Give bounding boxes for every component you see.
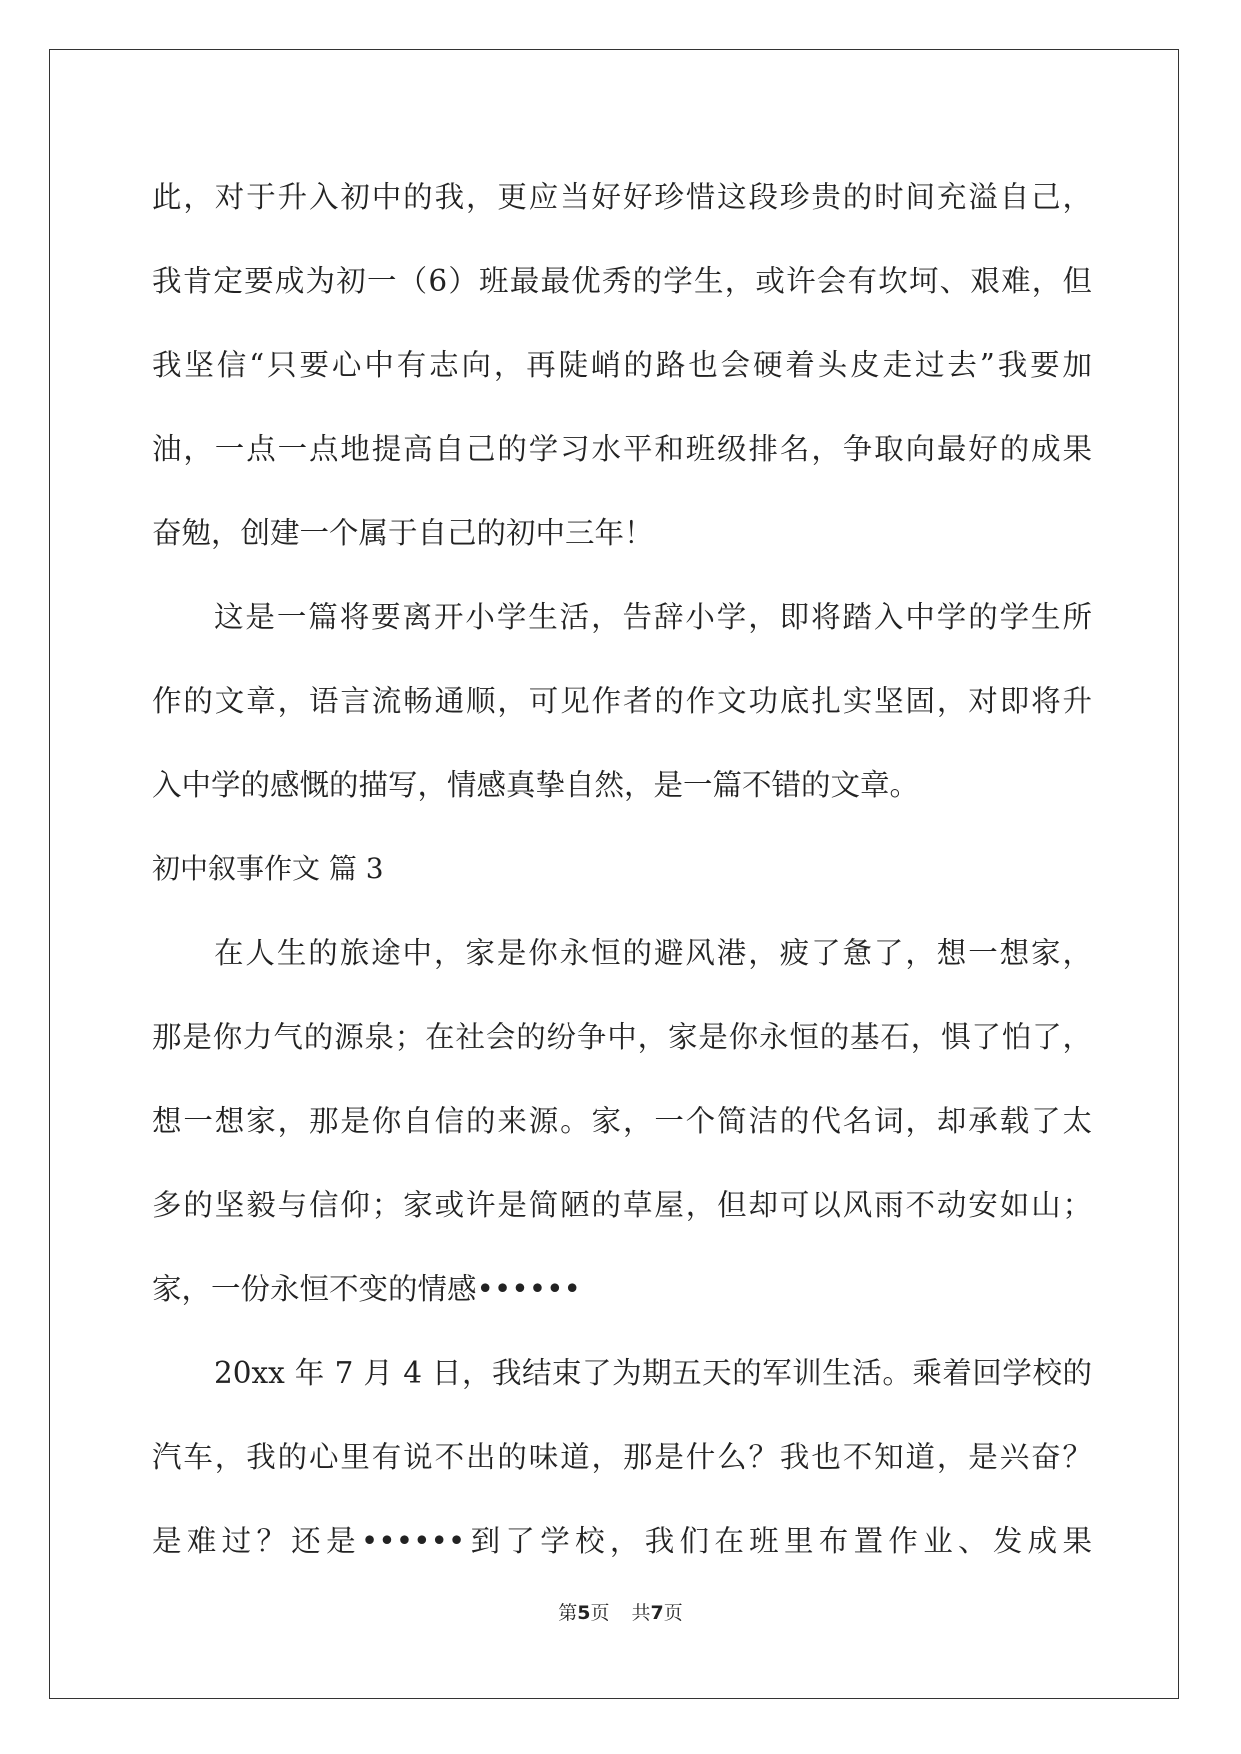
text-line: 入中学的感慨的描写，情感真挚自然，是一篇不错的文章。 [152, 768, 920, 802]
document-body [152, 155, 1092, 1583]
text-line: 是难过？还是••••••到了学校，我们在班里布置作业、发成果 [152, 1524, 1092, 1558]
text-line: 在人生的旅途中，家是你永恒的避风港，疲了惫了，想一想家， [214, 936, 1092, 970]
text-line: 想一想家，那是你自信的来源。家，一个简洁的代名词，却承载了太 [152, 1104, 1092, 1138]
text-line: 汽车，我的心里有说不出的味道，那是什么？我也不知道，是兴奋？ [152, 1440, 1092, 1474]
text-line: 此，对于升入初中的我，更应当好好珍惜这段珍贵的时间充溢自己， [152, 180, 1092, 214]
text-line: 20xx 年 7 月 4 日，我结束了为期五天的军训生活。乘着回学校的 [214, 1356, 1092, 1390]
text-line: 我肯定要成为初一（6）班最最优秀的学生，或许会有坎坷、艰难，但 [152, 264, 1092, 298]
total-prefix: 共 [631, 1602, 651, 1624]
page-prefix: 第 [558, 1602, 578, 1624]
page-footer [0, 1598, 1241, 1625]
text-line: 家，一份永恒不变的情感•••••• [152, 1272, 581, 1306]
section-heading: 初中叙事作文 篇 3 [152, 852, 384, 885]
page-number: 5 [577, 1602, 591, 1624]
text-line: 这是一篇将要离开小学生活，告辞小学，即将踏入中学的学生所 [214, 600, 1092, 634]
total-suffix: 页 [663, 1602, 683, 1624]
text-line: 多的坚毅与信仰；家或许是简陋的草屋，但却可以风雨不动安如山； [152, 1188, 1092, 1222]
total-pages: 7 [650, 1602, 664, 1624]
text-line: 油，一点一点地提高自己的学习水平和班级排名，争取向最好的成果 [152, 432, 1092, 466]
text-line: 我坚信“只要心中有志向，再陡峭的路也会硬着头皮走过去”我要加 [152, 348, 1092, 382]
page-suffix: 页 [590, 1602, 610, 1624]
text-line: 作的文章，语言流畅通顺，可见作者的作文功底扎实坚固，对即将升 [152, 684, 1092, 718]
text-line: 那是你力气的源泉；在社会的纷争中，家是你永恒的基石，惧了怕了， [152, 1020, 1092, 1054]
text-line: 奋勉，创建一个属于自己的初中三年！ [152, 516, 654, 550]
